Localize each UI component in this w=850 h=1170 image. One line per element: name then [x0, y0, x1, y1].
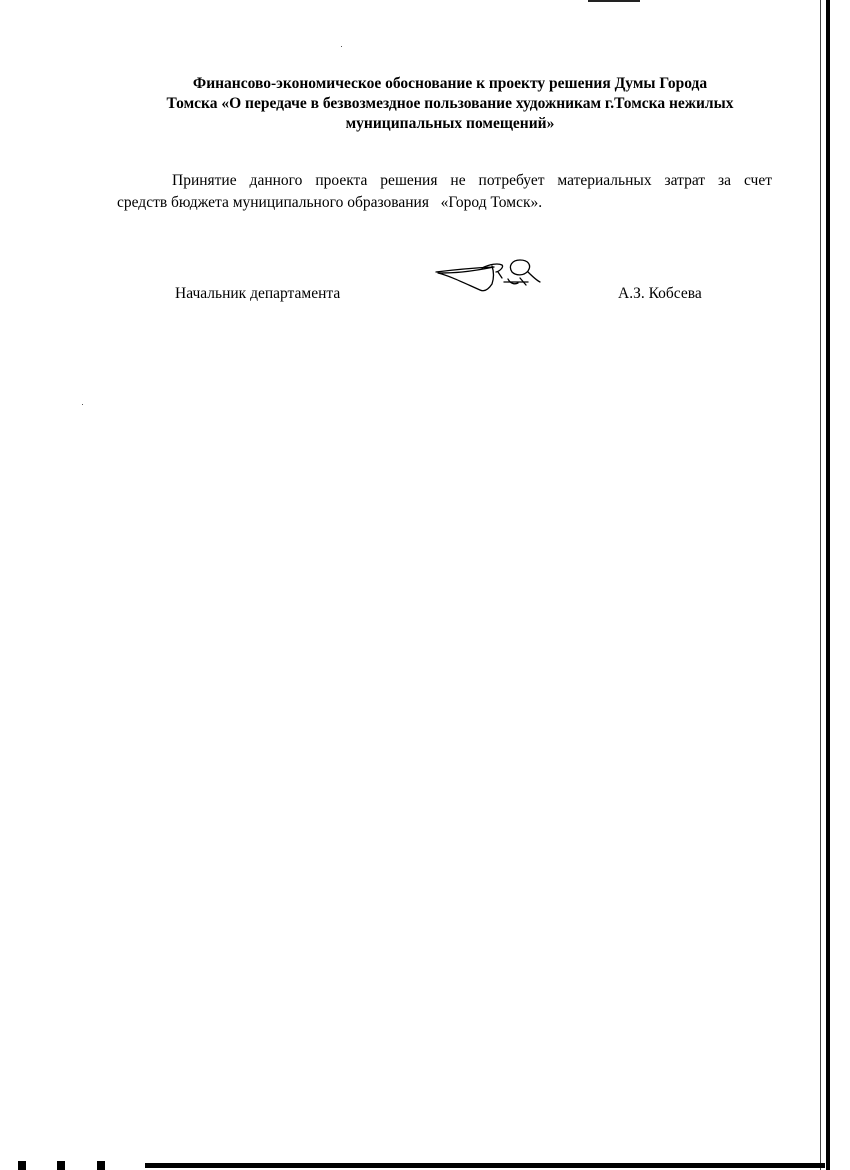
scan-mark [18, 1161, 26, 1170]
scan-edge-top [588, 0, 640, 2]
signatory-position: Начальник департамента [175, 285, 341, 302]
scan-speck [82, 404, 83, 405]
scan-mark [57, 1161, 65, 1170]
signatory-name: А.З. Кобсева [618, 285, 702, 302]
paragraph-line: средств бюджета муниципального образования «Город Томск». [117, 194, 543, 211]
title-line: Финансово-экономическое обоснование к проекту решения Думы Города [192, 75, 708, 92]
scan-edge-right-thin [820, 0, 821, 1170]
handwritten-signature-icon [432, 252, 548, 298]
scan-mark [97, 1161, 105, 1170]
body-paragraph [117, 170, 772, 214]
scan-edge-right [826, 0, 830, 1170]
title-line: муниципальных помещений» [345, 115, 555, 132]
title-line: Томска «О передаче в безвозмездное пользование художникам г.Томска нежилых [166, 95, 734, 112]
document-title [110, 74, 790, 134]
scan-edge-bottom [145, 1163, 825, 1168]
paragraph-line: Принятие данного проекта решения не потребует материальных затрат за счет [172, 172, 772, 189]
scan-speck [341, 46, 342, 47]
